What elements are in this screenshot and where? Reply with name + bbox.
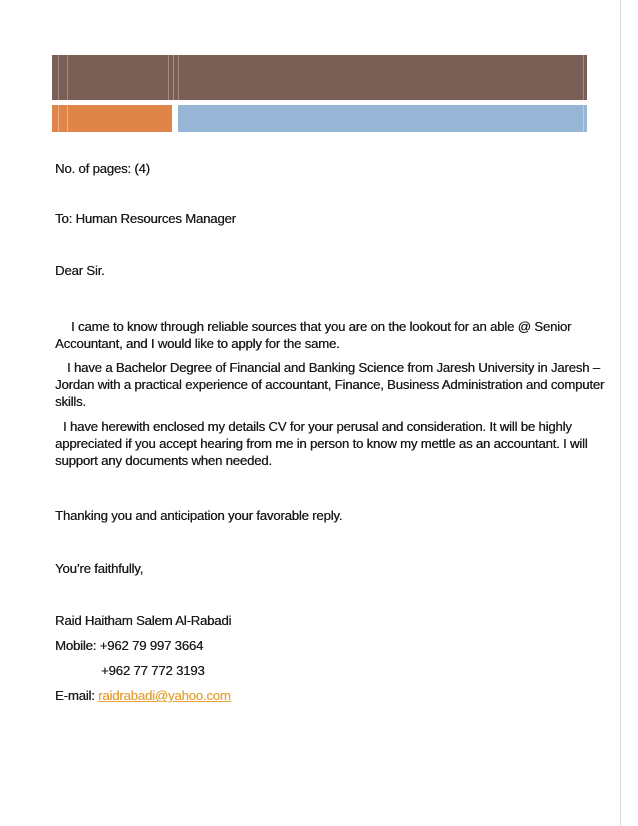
mobile-label: Mobile:: [55, 638, 97, 653]
paragraph-3-line-2: appreciated if you accept hearing from me in person to know my mettle as an accountant. I will: [55, 436, 588, 451]
mobile-line: [55, 637, 203, 654]
paragraph-3-line-3: support any documents when needed.: [55, 453, 272, 468]
header-bar-top: [52, 55, 587, 100]
email-line: [55, 687, 231, 704]
signature-name: Raid Haitham Salem Al-Rabadi: [55, 613, 232, 628]
recipient: To: Human Resources Manager: [55, 211, 236, 226]
closing: You’re faithfully,: [55, 561, 144, 576]
paragraph-2-line-3: skills.: [55, 394, 86, 409]
thanks-line: Thanking you and anticipation your favorable reply.: [55, 508, 343, 523]
salutation: Dear Sir.: [55, 263, 105, 278]
email-label: E-mail:: [55, 688, 95, 703]
paragraph-3-line-1: I have herewith enclosed my details CV for your perusal and consideration. It will be highly: [63, 419, 572, 434]
email-link[interactable]: raidrabadi@yahoo.com: [98, 688, 231, 703]
paragraph-2-line-1: I have a Bachelor Degree of Financial and Banking Science from Jaresh University in Jaresh –: [67, 360, 600, 375]
paragraph-1: [55, 318, 575, 352]
header-bar-orange: [52, 105, 172, 132]
paragraph-3: [55, 418, 588, 469]
paragraph-1-line-1: I came to know through reliable sources that you are on the lookout for an able @ Senior: [71, 319, 572, 334]
header-bar-blue: [178, 105, 587, 132]
paragraph-1-line-2: Accountant, and I would like to apply for the same.: [55, 336, 340, 351]
mobile-number-2: +962 77 772 3193: [101, 663, 205, 678]
paragraph-2: [55, 359, 605, 410]
page-count: No. of pages: (4): [55, 161, 150, 176]
mobile-number-1: +962 79 997 3664: [99, 638, 204, 653]
paragraph-2-line-2: Jordan with a practical experience of accountant, Finance, Business Administration and computer: [55, 377, 605, 392]
